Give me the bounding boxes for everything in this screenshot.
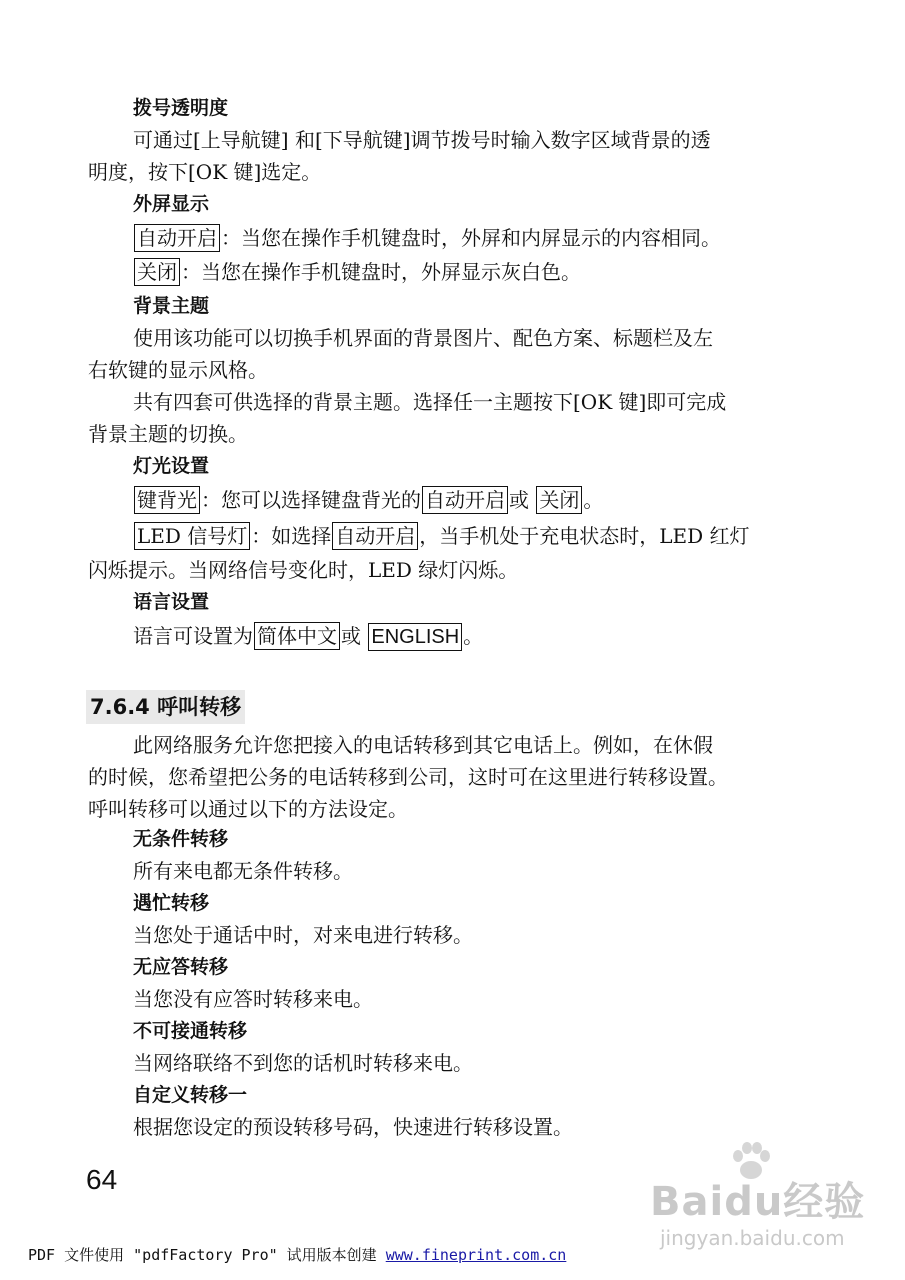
page-number: 64 [86,1164,118,1195]
paragraph-line: 的时候，您希望把公务的电话转移到公司，这时可在这里进行转移设置。 [88,765,728,789]
option-line [133,622,483,650]
paragraph-line: 闪烁提示。当网络信号变化时，LED 绿灯闪烁。 [88,558,519,582]
heading-background-theme: 背景主题 [133,295,210,317]
item-description: 根据您设定的预设转移号码，快速进行转移设置。 [133,1115,573,1139]
punctuation: 。 [463,624,484,648]
connector-text: 或 [341,624,361,648]
heading-forward-unreachable: 不可接通转移 [133,1020,248,1042]
paragraph-line: 使用该功能可以切换手机界面的背景图片、配色方案、标题栏及左 [133,326,713,350]
connector-text: 或 [509,488,529,512]
option-description: ，当手机处于充电状态时，LED 红灯 [419,524,750,548]
paragraph-line: 明度，按下[OK 键]选定。 [88,160,322,184]
option-description: ：您可以选择键盘背光的 [201,488,421,512]
baidu-watermark [640,1140,890,1275]
option-description: ：当您在操作手机键盘时，外屏和内屏显示的内容相同。 [221,226,721,250]
heading-forward-custom: 自定义转移一 [133,1084,248,1106]
boxed-term: 关闭 [536,486,582,514]
option-line [133,522,750,550]
boxed-term: LED 信号灯 [134,522,250,550]
option-description: ：如选择 [251,524,332,548]
watermark-logo: Baidu经验 [650,1179,866,1225]
option-line [133,486,603,514]
heading-light-settings: 灯光设置 [133,455,210,477]
heading-forward-unconditional: 无条件转移 [133,828,229,850]
paragraph-line: 可通过[上导航键] 和[下导航键]调节拨号时输入数字区域背景的透 [133,128,711,152]
boxed-term: 简体中文 [254,622,340,650]
footer-text: PDF 文件使用 "pdfFactory Pro" 试用版本创建 [28,1246,386,1264]
option-description: ：当您在操作手机键盘时，外屏显示灰白色。 [181,260,581,284]
item-description: 当您处于通话中时，对来电进行转移。 [133,923,473,947]
punctuation: 。 [583,488,604,512]
heading-language: 语言设置 [133,591,210,613]
item-description: 当网络联络不到您的话机时转移来电。 [133,1051,473,1075]
option-line [133,258,581,286]
heading-forward-busy: 遇忙转移 [133,892,210,914]
item-description: 当您没有应答时转移来电。 [133,987,373,1011]
option-line [133,224,721,252]
footer-link[interactable]: www.fineprint.com.cn [385,1246,567,1264]
heading-outer-screen: 外屏显示 [133,193,210,215]
boxed-term: 自动开启 [422,486,508,514]
boxed-term: 键背光 [134,486,200,514]
boxed-term: ENGLISH [368,623,462,651]
paragraph-line: 右软键的显示风格。 [88,358,268,382]
item-description: 所有来电都无条件转移。 [133,859,353,883]
boxed-term: 自动开启 [134,224,220,252]
section-title: 7.6.4 呼叫转移 [86,690,245,724]
heading-dial-transparency: 拨号透明度 [133,97,229,119]
paragraph-line: 呼叫转移可以通过以下的方法设定。 [88,797,408,821]
heading-forward-no-answer: 无应答转移 [133,956,229,978]
boxed-term: 自动开启 [332,522,418,550]
pdf-footer [28,1244,566,1265]
boxed-term: 关闭 [134,258,180,286]
option-description: 语言可设置为 [133,624,253,648]
watermark-url: jingyan.baidu.com [660,1226,845,1250]
paragraph-line: 背景主题的切换。 [88,422,248,446]
paragraph-line: 此网络服务允许您把接入的电话转移到其它电话上。例如，在休假 [133,733,713,757]
paragraph-line: 共有四套可供选择的背景主题。选择任一主题按下[OK 键]即可完成 [133,390,727,414]
